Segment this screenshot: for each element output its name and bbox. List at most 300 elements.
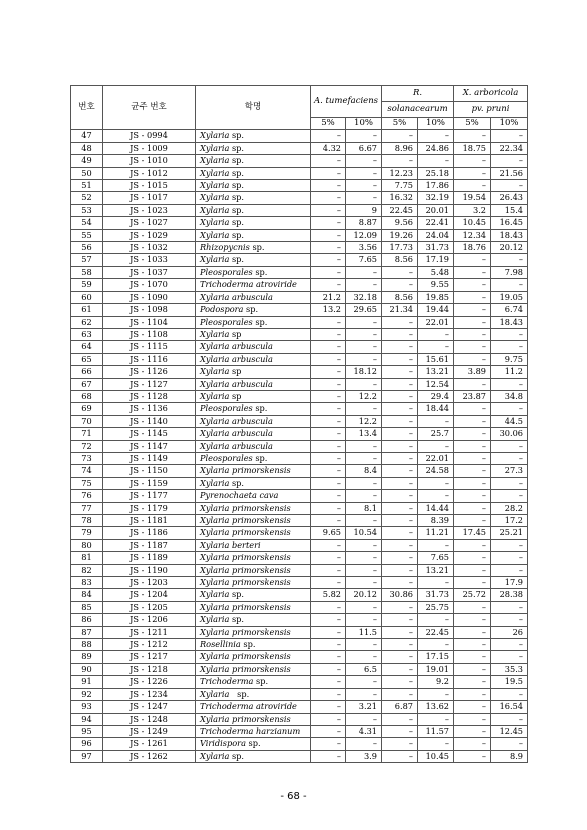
cell-value: –	[454, 452, 491, 464]
species-suffix: sp.	[229, 142, 245, 153]
cell-value: –	[454, 601, 491, 613]
species-genus: Xylaria primorskensis	[200, 663, 291, 674]
cell-value: 31.73	[418, 589, 454, 601]
cell-value: –	[311, 465, 346, 477]
cell-value: –	[454, 403, 491, 415]
species-genus: Xylaria arbuscula	[200, 341, 273, 352]
cell-value: 5.48	[418, 266, 454, 278]
species-genus: Pyrenochaeta cava	[200, 490, 279, 501]
cell-value: –	[311, 651, 346, 663]
cell-strain: JS - 1023	[103, 204, 196, 216]
cell-value: –	[454, 577, 491, 589]
cell-value: –	[454, 502, 491, 514]
cell-value: –	[311, 242, 346, 254]
cell-value: –	[382, 688, 418, 700]
table-row	[71, 341, 528, 353]
cell-strain: JS - 1211	[103, 626, 196, 638]
cell-no: 85	[71, 601, 103, 613]
cell-no: 92	[71, 688, 103, 700]
cell-no: 76	[71, 490, 103, 502]
cell-strain: JS - 1147	[103, 440, 196, 452]
cell-value: –	[382, 490, 418, 502]
cell-strain: JS - 1027	[103, 217, 196, 229]
species-genus: Xylaria	[200, 366, 230, 377]
cell-value: 25.18	[418, 167, 454, 179]
cell-strain: JS - 1017	[103, 192, 196, 204]
cell-value: –	[454, 477, 491, 489]
cell-value: 16.45	[491, 217, 528, 229]
table-row	[71, 316, 528, 328]
cell-value: 29.4	[418, 390, 454, 402]
cell-value: –	[491, 490, 528, 502]
cell-value: 3.56	[346, 242, 382, 254]
table-row	[71, 266, 528, 278]
cell-value: –	[454, 428, 491, 440]
cell-value: –	[491, 539, 528, 551]
cell-strain: JS - 1212	[103, 639, 196, 651]
cell-value: 12.09	[346, 229, 382, 241]
cell-value: 7.75	[382, 180, 418, 192]
cell-strain: JS - 1159	[103, 477, 196, 489]
cell-strain: JS - 1126	[103, 366, 196, 378]
species-genus: Xylaria	[200, 192, 230, 203]
cell-no: 70	[71, 415, 103, 427]
cell-value: 22.41	[418, 217, 454, 229]
cell-value: –	[382, 564, 418, 576]
cell-value: –	[382, 626, 418, 638]
cell-value: –	[418, 155, 454, 167]
species-genus: Xylaria primorskensis	[200, 515, 291, 525]
cell-value: 7.65	[346, 254, 382, 266]
cell-no: 91	[71, 676, 103, 688]
cell-value: 24.04	[418, 229, 454, 241]
cell-value: 17.9	[491, 577, 528, 589]
cell-no: 89	[71, 651, 103, 663]
cell-species	[196, 626, 311, 638]
cell-strain: JS - 1090	[103, 291, 196, 303]
cell-species	[196, 266, 311, 278]
cell-value: –	[346, 564, 382, 576]
cell-value: 23.87	[454, 390, 491, 402]
cell-value: 28.2	[491, 502, 528, 514]
cell-value: –	[346, 552, 382, 564]
cell-value: –	[454, 663, 491, 675]
cell-no: 87	[71, 626, 103, 638]
species-genus: Xylaria arbuscula	[200, 378, 273, 389]
cell-value: –	[346, 452, 382, 464]
cell-value: –	[346, 328, 382, 340]
cell-value: –	[346, 490, 382, 502]
cell-species	[196, 639, 311, 651]
cell-no: 68	[71, 390, 103, 402]
table-row	[71, 217, 528, 229]
table-row	[71, 428, 528, 440]
cell-value: 12.34	[454, 229, 491, 241]
table-row	[71, 564, 528, 576]
cell-value: –	[311, 366, 346, 378]
table-row	[71, 639, 528, 651]
species-genus: Xylaria primorskensis	[200, 465, 291, 476]
cell-value: 9	[346, 204, 382, 216]
cell-value: 19.54	[454, 192, 491, 204]
cell-no: 83	[71, 577, 103, 589]
cell-species	[196, 167, 311, 179]
species-genus: Xylaria arbuscula	[200, 291, 273, 302]
cell-no: 67	[71, 378, 103, 390]
cell-value: 17.2	[491, 515, 528, 527]
header-pathogen-r-solanacearum-line2: solanacearum	[382, 102, 454, 118]
table-row	[71, 279, 528, 291]
cell-value: 20.12	[491, 242, 528, 254]
cell-value: –	[382, 663, 418, 675]
cell-value: 18.75	[454, 142, 491, 154]
cell-no: 63	[71, 328, 103, 340]
cell-value: –	[491, 738, 528, 750]
species-suffix: sp.	[252, 316, 268, 327]
cell-value: –	[311, 204, 346, 216]
cell-species	[196, 204, 311, 216]
cell-no: 73	[71, 452, 103, 464]
cell-value: –	[346, 440, 382, 452]
cell-value: –	[346, 614, 382, 626]
cell-value: 8.39	[418, 515, 454, 527]
cell-value: –	[418, 341, 454, 353]
cell-value: 30.06	[491, 428, 528, 440]
cell-value: –	[454, 415, 491, 427]
cell-value: –	[382, 614, 418, 626]
cell-species	[196, 452, 311, 464]
cell-species	[196, 601, 311, 613]
cell-value: –	[346, 651, 382, 663]
table-row	[71, 701, 528, 713]
cell-value: –	[491, 688, 528, 700]
cell-species	[196, 341, 311, 353]
pathogen-name: A. tumefaciens	[313, 95, 379, 106]
cell-value: 25.75	[418, 601, 454, 613]
species-genus: Xylaria	[200, 142, 230, 153]
species-suffix: sp.	[229, 155, 245, 166]
cell-value: 34.8	[491, 390, 528, 402]
cell-no: 75	[71, 477, 103, 489]
cell-value: 19.05	[491, 291, 528, 303]
cell-value: –	[311, 515, 346, 527]
species-suffix: sp	[229, 366, 242, 377]
cell-species	[196, 515, 311, 527]
cell-value: –	[311, 155, 346, 167]
cell-value: –	[418, 130, 454, 142]
cell-value: 10.54	[346, 527, 382, 539]
cell-strain: JS - 1234	[103, 688, 196, 700]
cell-species	[196, 130, 311, 142]
cell-value: –	[382, 366, 418, 378]
cell-value: 9.55	[418, 279, 454, 291]
cell-species	[196, 750, 311, 762]
cell-species	[196, 353, 311, 365]
cell-value: –	[311, 552, 346, 564]
cell-no: 84	[71, 589, 103, 601]
cell-strain: JS - 1248	[103, 713, 196, 725]
table-row	[71, 415, 528, 427]
cell-value: 21.2	[311, 291, 346, 303]
cell-strain: JS - 1012	[103, 167, 196, 179]
cell-value: 8.4	[346, 465, 382, 477]
cell-species	[196, 229, 311, 241]
table-row	[71, 713, 528, 725]
table-row	[71, 204, 528, 216]
species-suffix: sp.	[252, 452, 268, 463]
cell-no: 66	[71, 366, 103, 378]
species-suffix: sp.	[229, 589, 245, 600]
cell-strain: JS - 1010	[103, 155, 196, 167]
cell-value: –	[311, 452, 346, 464]
species-suffix: sp.	[253, 676, 269, 687]
cell-strain: JS - 1149	[103, 452, 196, 464]
cell-value: –	[382, 403, 418, 415]
species-genus: Trichoderma atroviride	[200, 279, 297, 290]
cell-value: –	[311, 713, 346, 725]
table-row	[71, 440, 528, 452]
cell-value: –	[418, 639, 454, 651]
cell-value: 3.89	[454, 366, 491, 378]
cell-strain: JS - 1070	[103, 279, 196, 291]
cell-value: –	[346, 688, 382, 700]
cell-species	[196, 539, 311, 551]
cell-value: 17.73	[382, 242, 418, 254]
cell-strain: JS - 1127	[103, 378, 196, 390]
cell-value: –	[346, 539, 382, 551]
cell-value: –	[382, 428, 418, 440]
species-genus: Xylaria	[200, 204, 230, 215]
cell-value: 11.21	[418, 527, 454, 539]
cell-value: –	[311, 390, 346, 402]
cell-value: –	[454, 564, 491, 576]
species-suffix: sp	[229, 390, 242, 401]
cell-value: –	[418, 490, 454, 502]
species-suffix: sp.	[229, 229, 245, 240]
cell-value: –	[382, 676, 418, 688]
cell-value: 11.57	[418, 725, 454, 737]
header-conc: 10%	[346, 118, 382, 130]
cell-value: –	[454, 713, 491, 725]
cell-species	[196, 155, 311, 167]
species-genus: Pleosporales	[200, 316, 253, 327]
cell-value: –	[311, 676, 346, 688]
cell-value: –	[491, 713, 528, 725]
cell-value: –	[311, 614, 346, 626]
cell-value: 18.76	[454, 242, 491, 254]
table-row	[71, 142, 528, 154]
cell-value: 19.26	[382, 229, 418, 241]
cell-value: –	[311, 266, 346, 278]
species-suffix: sp.	[229, 192, 245, 203]
table-row	[71, 614, 528, 626]
cell-no: 60	[71, 291, 103, 303]
cell-value: –	[454, 515, 491, 527]
cell-species	[196, 180, 311, 192]
cell-value: 13.21	[418, 564, 454, 576]
cell-species	[196, 254, 311, 266]
species-genus: Xylaria	[200, 750, 230, 761]
species-genus: Pleosporales	[200, 266, 253, 277]
cell-species	[196, 688, 311, 700]
species-genus: Xylaria primorskensis	[200, 552, 291, 563]
header-pathogen-a-tumefaciens	[311, 86, 382, 118]
header-pathogen-r-solanacearum-line1: R.	[382, 86, 454, 102]
cell-value: 11.5	[346, 626, 382, 638]
cell-strain: JS - 1261	[103, 738, 196, 750]
table-row	[71, 452, 528, 464]
cell-value: 3.2	[454, 204, 491, 216]
cell-value: –	[418, 688, 454, 700]
species-genus: Xylaria	[200, 229, 230, 240]
cell-species	[196, 217, 311, 229]
cell-species	[196, 242, 311, 254]
cell-value: –	[491, 180, 528, 192]
table-row	[71, 651, 528, 663]
cell-value: –	[346, 577, 382, 589]
cell-value: –	[382, 639, 418, 651]
cell-value: –	[454, 701, 491, 713]
table-row	[71, 229, 528, 241]
header-species: 학명	[196, 86, 311, 130]
cell-value: 15.61	[418, 353, 454, 365]
cell-value: –	[382, 155, 418, 167]
cell-value: 19.44	[418, 304, 454, 316]
cell-value: –	[491, 341, 528, 353]
cell-no: 79	[71, 527, 103, 539]
cell-no: 48	[71, 142, 103, 154]
cell-value: –	[491, 254, 528, 266]
cell-value: –	[382, 266, 418, 278]
cell-species	[196, 589, 311, 601]
cell-value: –	[382, 577, 418, 589]
cell-value: 11.2	[491, 366, 528, 378]
cell-value: 22.45	[382, 204, 418, 216]
cell-value: –	[311, 341, 346, 353]
cell-species	[196, 701, 311, 713]
species-genus: Xylaria	[200, 130, 230, 141]
cell-no: 69	[71, 403, 103, 415]
cell-species	[196, 415, 311, 427]
cell-value: –	[311, 217, 346, 229]
cell-value: –	[382, 279, 418, 291]
cell-value: 24.58	[418, 465, 454, 477]
table-row	[71, 378, 528, 390]
cell-value: 19.5	[491, 676, 528, 688]
cell-value: –	[311, 180, 346, 192]
cell-species	[196, 564, 311, 576]
cell-no: 88	[71, 639, 103, 651]
cell-value: –	[382, 651, 418, 663]
cell-species	[196, 614, 311, 626]
species-suffix: sp.	[229, 477, 245, 488]
cell-value: –	[382, 515, 418, 527]
cell-value: –	[382, 378, 418, 390]
header-pathogen-x-arboricola-line1: X. arboricola	[454, 86, 528, 102]
cell-value: –	[311, 403, 346, 415]
cell-value: 31.73	[418, 242, 454, 254]
species-genus: Xylaria arbuscula	[200, 440, 273, 451]
species-suffix: sp.	[252, 266, 268, 277]
species-genus: Xylaria primorskensis	[200, 626, 291, 637]
cell-strain: JS - 1203	[103, 577, 196, 589]
cell-value: 10.45	[454, 217, 491, 229]
cell-value: –	[311, 229, 346, 241]
cell-strain: JS - 1108	[103, 328, 196, 340]
species-genus: Xylaria primorskensis	[200, 502, 291, 513]
species-suffix: sp.	[240, 639, 256, 650]
table-row	[71, 688, 528, 700]
cell-value: –	[382, 527, 418, 539]
table-header	[71, 86, 528, 130]
cell-value: –	[346, 341, 382, 353]
table-row	[71, 390, 528, 402]
cell-value: –	[311, 502, 346, 514]
cell-value: –	[311, 626, 346, 638]
cell-no: 65	[71, 353, 103, 365]
cell-species	[196, 477, 311, 489]
cell-strain: JS - 1140	[103, 415, 196, 427]
cell-value: 24.86	[418, 142, 454, 154]
cell-value: –	[454, 614, 491, 626]
cell-value: –	[382, 713, 418, 725]
species-suffix: sp.	[229, 688, 250, 699]
cell-no: 94	[71, 713, 103, 725]
table-row	[71, 502, 528, 514]
cell-no: 64	[71, 341, 103, 353]
cell-value: –	[454, 626, 491, 638]
cell-value: –	[418, 614, 454, 626]
cell-no: 71	[71, 428, 103, 440]
species-genus: Xylaria	[200, 217, 230, 228]
header-conc: 5%	[454, 118, 491, 130]
cell-strain: JS - 1190	[103, 564, 196, 576]
cell-value: –	[311, 701, 346, 713]
cell-value: –	[311, 539, 346, 551]
species-genus: Xylaria	[200, 589, 230, 600]
cell-species	[196, 651, 311, 663]
cell-value: –	[382, 440, 418, 452]
cell-no: 57	[71, 254, 103, 266]
cell-value: 20.01	[418, 204, 454, 216]
cell-species	[196, 403, 311, 415]
cell-strain: JS - 1189	[103, 552, 196, 564]
header-conc: 5%	[382, 118, 418, 130]
cell-no: 72	[71, 440, 103, 452]
species-genus: Xylaria arbuscula	[200, 428, 273, 439]
cell-value: 13.21	[418, 366, 454, 378]
species-genus: Xylaria primorskensis	[200, 564, 291, 575]
cell-value: –	[382, 502, 418, 514]
cell-value: 22.01	[418, 316, 454, 328]
cell-strain: JS - 1136	[103, 403, 196, 415]
species-genus: Xylaria	[200, 155, 230, 166]
cell-value: 6.5	[346, 663, 382, 675]
cell-value: 22.01	[418, 452, 454, 464]
cell-value: 4.32	[311, 142, 346, 154]
cell-value: –	[346, 477, 382, 489]
cell-strain: JS - 1115	[103, 341, 196, 353]
species-genus: Xylaria	[200, 167, 230, 178]
cell-strain: JS - 1218	[103, 663, 196, 675]
cell-strain: JS - 1104	[103, 316, 196, 328]
cell-value: –	[454, 328, 491, 340]
cell-strain: JS - 1037	[103, 266, 196, 278]
species-genus: Xylaria primorskensis	[200, 651, 291, 662]
cell-strain: JS - 1128	[103, 390, 196, 402]
header-pathogen-x-arboricola-line2: pv. pruni	[454, 102, 528, 118]
cell-value: –	[454, 725, 491, 737]
